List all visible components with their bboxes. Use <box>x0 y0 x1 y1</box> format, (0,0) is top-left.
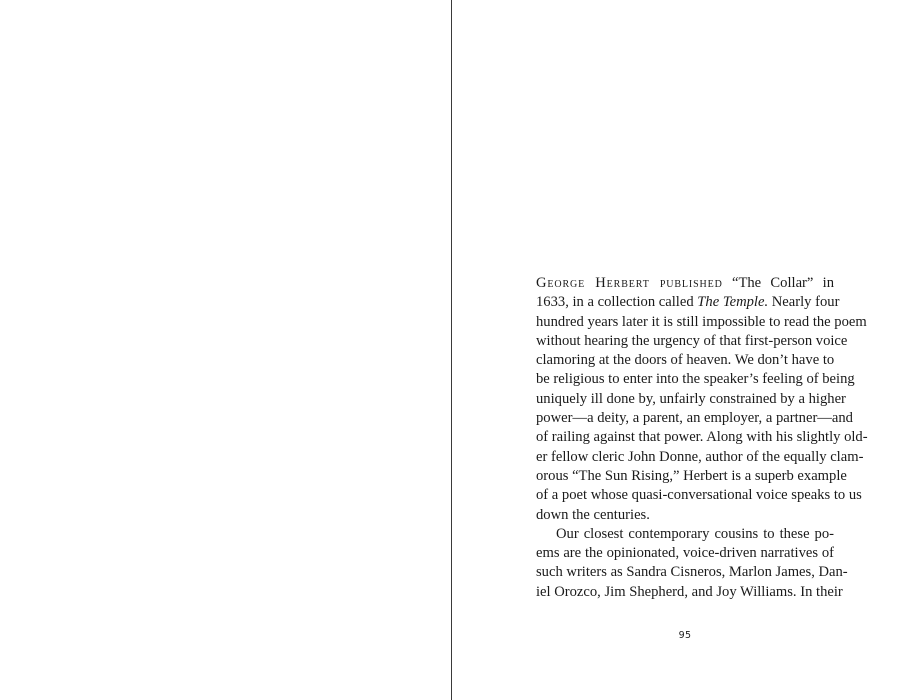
paragraph <box>536 525 848 602</box>
text-run: without hearing the urgency of that first-person voice <box>536 332 848 349</box>
text-run: iel Orozco, Jim Shepherd, and Joy Williams. In their <box>536 583 843 600</box>
text-line <box>536 486 862 505</box>
chapter-opening-smallcaps: George Herbert published <box>536 275 723 291</box>
text-line <box>536 390 846 409</box>
text-line <box>536 544 834 563</box>
text-run: be religious to enter into the speaker’s feeling of being <box>536 371 855 388</box>
text-run: uniquely ill done by, unfairly constrained by a higher <box>536 390 846 407</box>
italic-title: The Temple. <box>697 294 769 311</box>
text-run: er fellow cleric John Donne, author of the equally clam- <box>536 448 864 465</box>
text-run: of railing against that power. Along with his slightly old- <box>536 429 868 446</box>
text-run: Our closest contemporary cousins to these po- <box>556 525 834 542</box>
body-text <box>536 274 868 602</box>
text-line <box>536 506 834 525</box>
right-page <box>452 0 903 700</box>
text-run: ems are the opinionated, voice-driven narratives of <box>536 545 834 562</box>
text-line <box>536 467 847 486</box>
paragraph <box>536 274 868 525</box>
text-line <box>536 448 864 467</box>
text-run: such writers as Sandra Cisneros, Marlon James, Dan- <box>536 564 848 581</box>
text-line <box>536 563 848 582</box>
text-line <box>536 274 834 293</box>
text-line <box>536 370 855 389</box>
text-line <box>536 525 834 544</box>
text-run: of a poet whose quasi-conversational voice speaks to us <box>536 487 862 504</box>
text-run: “The Collar” in <box>722 275 835 291</box>
text-line <box>536 351 834 370</box>
text-line <box>536 409 853 428</box>
text-run: hundred years later it is still impossible to read the poem <box>536 313 867 330</box>
text-run: power—a deity, a parent, an employer, a partner—and <box>536 410 853 427</box>
text-run: clamoring at the doors of heaven. We don’t have to <box>536 352 835 369</box>
page-number: 95 <box>678 630 692 641</box>
text-line <box>536 428 868 447</box>
text-run: orous “The Sun Rising,” Herbert is a superb example <box>536 467 847 484</box>
text-run: 1633, in a collection called <box>536 294 698 311</box>
left-page <box>0 0 451 700</box>
text-line <box>536 332 848 351</box>
text-line <box>536 583 843 602</box>
text-line <box>536 313 867 332</box>
text-run: down the centuries. <box>536 506 650 523</box>
text-run: Nearly four <box>768 294 840 311</box>
text-line <box>536 293 840 312</box>
